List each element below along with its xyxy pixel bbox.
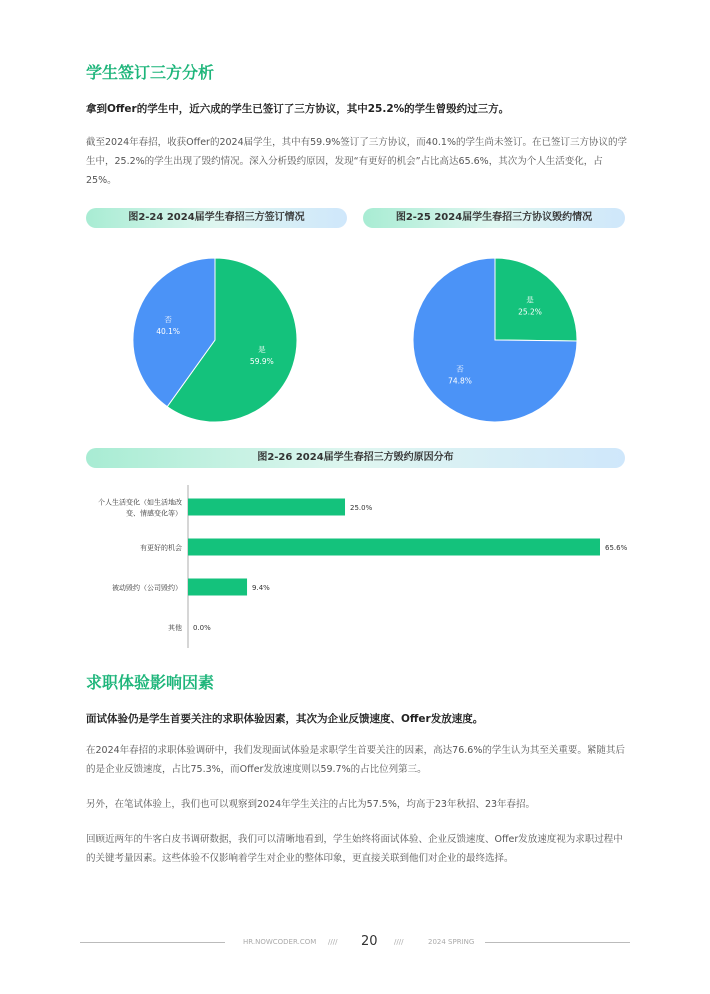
footer-rule-left <box>80 942 225 943</box>
footer-sep-left: //// <box>328 938 338 946</box>
bar-value-label: 25.0% <box>350 504 373 512</box>
category-label: 其他 <box>168 624 182 632</box>
pie-value-label: 74.8% <box>448 376 472 386</box>
pie-chart-2-24 <box>120 245 310 435</box>
bar <box>188 539 600 556</box>
category-label: 变、情感变化等） <box>126 509 182 518</box>
section-paragraph-2: 另外，在笔试体验上，我们也可以观察到2024年学生关注的占比为57.5%，均高于23年秋招、23年春招。 <box>86 799 536 810</box>
figure-title-2-25: 图2-25 2024届学生春招三方协议毁约情况 <box>363 208 625 228</box>
bar <box>188 579 247 596</box>
pie-slice-label: 是 <box>258 345 266 355</box>
bar-value-label: 9.4% <box>252 584 270 592</box>
footer-edition: 2024 SPRING <box>428 938 475 946</box>
figure-title-2-26: 图2-26 2024届学生春招三方毁约原因分布 <box>86 448 625 468</box>
pie-value-label: 25.2% <box>518 307 542 317</box>
pie-value-label: 40.1% <box>156 326 181 336</box>
section-title-2: 求职体验影响因素 <box>86 673 215 692</box>
footer-rule-right <box>485 942 630 943</box>
section-lead: 拿到Offer的学生中，近六成的学生已签订了三方协议，其中25.2%的学生曾毁约过三方。 <box>86 103 510 115</box>
section-lead-2: 面试体验仍是学生首要关注的求职体验因素，其次为企业反馈速度、Offer发放速度。 <box>86 713 484 725</box>
category-label: 有更好的机会 <box>140 544 182 552</box>
pie-chart-2-25 <box>400 245 590 435</box>
pie-slice <box>495 258 577 341</box>
bar-value-label: 65.6% <box>605 544 628 552</box>
footer-sep-right: //// <box>394 938 404 946</box>
section-title: 学生签订三方分析 <box>86 63 215 82</box>
figure-title-2-24: 图2-24 2024届学生春招三方签订情况 <box>86 208 347 228</box>
bar-value-label: 0.0% <box>193 624 211 632</box>
section-paragraph: 截至2024年春招，收获Offer的2024届学生，其中有59.9%签订了三方协议，而40.1%的学生尚未签订。在已签订三方协议的学生中，25.2%的学生出现了毁约情况。深入分析毁约原因，发现“有更好的机会”占比高达65.6%，其次为个人生活变化，占25%。 <box>86 137 627 186</box>
pie-slice-label: 否 <box>164 314 172 324</box>
section-paragraph-1: 在2024年春招的求职体验调研中，我们发现面试体验是求职学生首要关注的因素，高达76.6%的学生认为其至关重要。紧随其后的是企业反馈速度，占比75.3%，而Offer发放速度则以59.7%的占比位列第三。 <box>86 745 625 775</box>
category-label: 被动毁约（公司毁约） <box>112 584 182 592</box>
page-number: 20 <box>361 934 378 949</box>
section-paragraph-3: 回顾近两年的牛客白皮书调研数据，我们可以清晰地看到，学生始终将面试体验、企业反馈速度、Offer发放速度视为求职过程中的关键考量因素。这些体验不仅影响着学生对企业的整体印象，更直接关联到他们对企业的最终选择。 <box>86 834 623 864</box>
bar <box>188 499 345 516</box>
bar-chart-2-26 <box>80 485 640 650</box>
pie-slice-label: 是 <box>526 295 534 305</box>
category-label: 个人生活变化（如生活地改 <box>98 498 182 507</box>
footer-site: HR.NOWCODER.COM <box>243 938 317 946</box>
pie-slice-label: 否 <box>456 364 464 374</box>
pie-value-label: 59.9% <box>249 357 274 367</box>
